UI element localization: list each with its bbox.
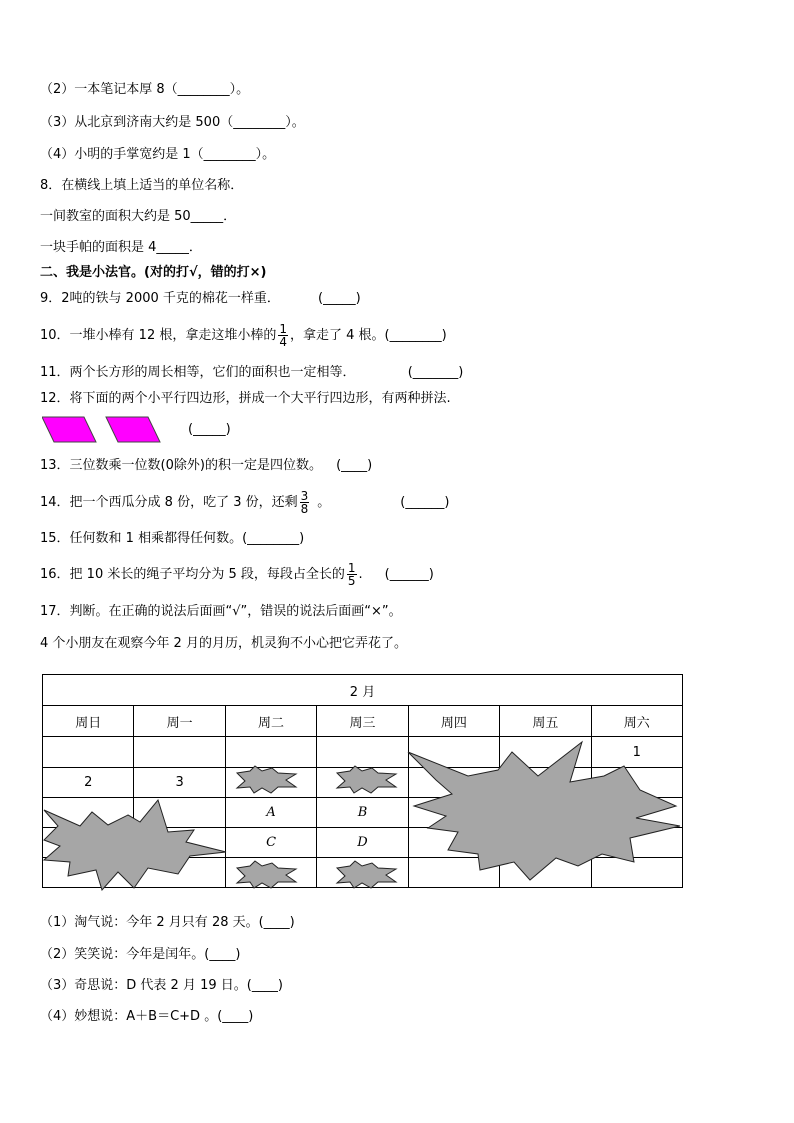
question-17-4: （4）妙想说：A＋B＝C+D 。(____) xyxy=(40,1009,254,1024)
blot-small-2 xyxy=(337,766,396,793)
question-7-3: （3）从北京到济南大约是 500（________）。 xyxy=(40,115,305,130)
fraction-denominator: 5 xyxy=(347,574,356,588)
weekday-thu: 周四 xyxy=(408,706,499,737)
question-14-text: 14．把一个西瓜分成 8 份，吃了 3 份，还剩 xyxy=(40,495,298,510)
blot-small-1 xyxy=(237,766,296,793)
question-13-answer: (____) xyxy=(336,458,373,473)
question-8-1: 一间教室的面积大约是 50_____． xyxy=(40,209,237,224)
blot-small-4 xyxy=(337,861,396,888)
question-8-2: 一块手帕的面积是 4_____． xyxy=(40,240,202,255)
fraction-numerator: 1 xyxy=(279,322,287,336)
question-15: 15．任何数和 1 相乘都得任何数。(________) xyxy=(40,531,305,546)
question-9-answer: (_____) xyxy=(318,291,361,306)
question-17: 17．判断。在正确的说法后面画“√”，错误的说法后面画“×”。 xyxy=(40,604,402,619)
section-2-heading: 二、我是小法官。(对的打√，错的打×) xyxy=(40,265,267,280)
question-14-period: 。 xyxy=(317,495,331,510)
calendar-cell-day-3: 3 xyxy=(134,768,225,798)
calendar-cell-day-2: 2 xyxy=(43,768,134,798)
blot-large-left xyxy=(44,800,226,890)
question-16-period: . xyxy=(358,567,363,582)
calendar-cell-b: B xyxy=(317,798,408,828)
question-17-2: （2）笑笑说：今年是闰年。(____) xyxy=(40,947,241,962)
calendar-title: 2 月 xyxy=(43,675,683,706)
question-11-text: 11．两个长方形的周长相等，它们的面积也一定相等． xyxy=(40,365,356,380)
calendar-cell-day-1: 1 xyxy=(591,737,682,768)
fraction-denominator: 8 xyxy=(300,502,309,516)
question-7-4: （4）小明的手掌宽约是 1（________）。 xyxy=(40,147,276,162)
fraction-denominator: 4 xyxy=(279,335,287,349)
question-7-2: （2）一本笔记本厚 8（________）。 xyxy=(40,82,250,97)
calendar-cell-d: D xyxy=(317,828,408,858)
question-12-answer: (_____) xyxy=(188,422,231,437)
fraction-numerator: 1 xyxy=(347,561,356,575)
calendar-cell-a: A xyxy=(225,798,316,828)
question-16-answer: (______) xyxy=(384,567,434,582)
weekday-wed: 周三 xyxy=(317,706,408,737)
blot-large-right xyxy=(408,742,680,880)
weekday-tue: 周二 xyxy=(225,706,316,737)
question-17-1: （1）淘气说：今年 2 月只有 28 天。(____) xyxy=(40,915,295,930)
calendar-cell-c: C xyxy=(225,828,316,858)
question-9-text: 9．2吨的铁与 2000 千克的棉花一样重． xyxy=(40,291,280,306)
question-10-text: 10．一堆小棒有 12 根，拿走这堆小棒的 xyxy=(40,328,277,343)
question-16-text: 16．把 10 米长的绳子平均分为 5 段，每段占全长的 xyxy=(40,567,345,582)
blot-small-3 xyxy=(237,861,296,888)
weekday-sun: 周日 xyxy=(43,706,134,737)
weekday-fri: 周五 xyxy=(500,706,591,737)
question-17-intro: 4 个小朋友在观察今年 2 月的月历，机灵狗不小心把它弄花了。 xyxy=(40,636,407,651)
question-13-text: 13．三位数乘一位数(0除外)的积一定是四位数。 xyxy=(40,458,322,473)
question-8: 8．在横线上填上适当的单位名称． xyxy=(40,178,244,193)
question-11-answer: (_______) xyxy=(407,365,464,380)
question-14-answer: (______) xyxy=(400,495,450,510)
question-12: 12．将下面的两个小平行四边形，拼成一个大平行四边形，有两种拼法. xyxy=(40,391,451,406)
weekday-sat: 周六 xyxy=(591,706,682,737)
fraction-numerator: 3 xyxy=(300,489,309,503)
question-10-tail: ，拿走了 4 根。(________) xyxy=(290,328,447,343)
question-17-3: （3）奇思说：D 代表 2 月 19 日。(____) xyxy=(40,978,283,993)
weekday-mon: 周一 xyxy=(134,706,225,737)
